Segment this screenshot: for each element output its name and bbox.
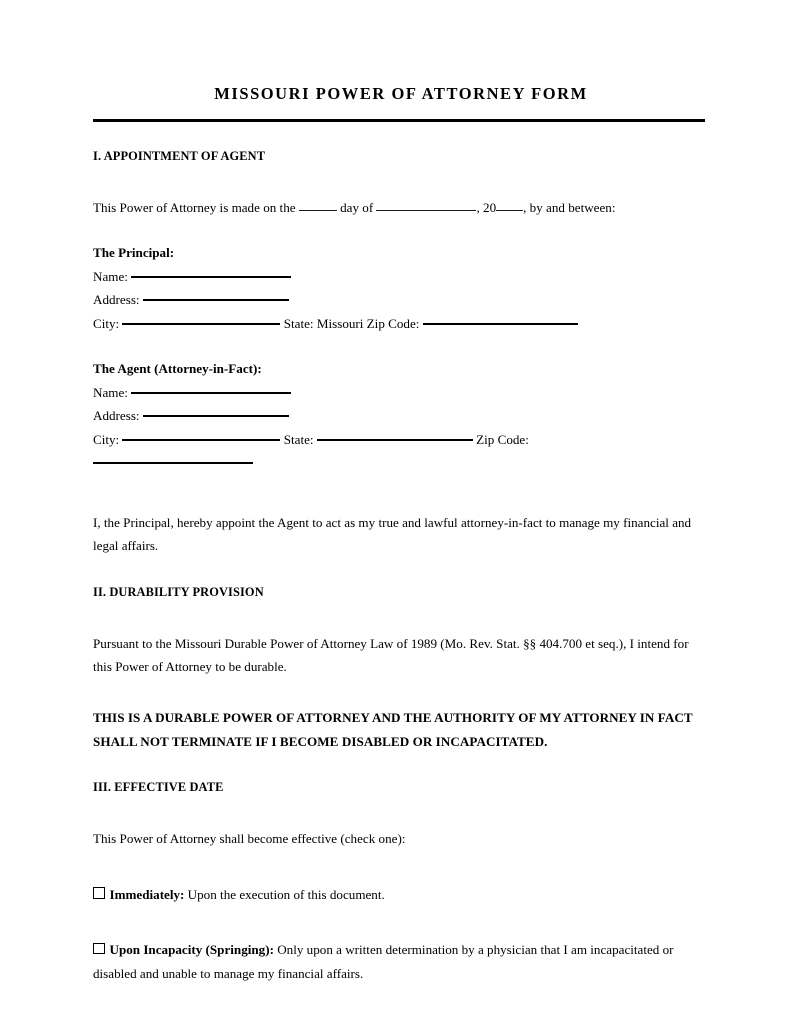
page-title: MISSOURI POWER OF ATTORNEY FORM bbox=[214, 84, 588, 103]
principal-state-zip-label: State: Missouri Zip Code: bbox=[283, 315, 423, 331]
section-heading-effective-date: III. EFFECTIVE DATE bbox=[93, 780, 224, 795]
principal-name-input[interactable] bbox=[131, 276, 291, 278]
intro-text-part1: This Power of Attorney is made on the bbox=[93, 199, 299, 215]
agent-state-input[interactable] bbox=[317, 439, 473, 441]
appointment-paragraph: I, the Principal, hereby appoint the Agent to act as my true and lawful attorney-in-fact to manage my financial and legal affairs. bbox=[93, 514, 692, 554]
agent-zip-input[interactable] bbox=[93, 462, 253, 464]
agent-address-input[interactable] bbox=[143, 415, 289, 417]
agent-heading: The Agent (Attorney-in-Fact): bbox=[93, 361, 262, 377]
appointment-intro-sentence bbox=[93, 196, 707, 220]
durability-paragraph: Pursuant to the Missouri Durable Power of Attorney Law of 1989 (Mo. Rev. Stat. §§ 404.700 et seq.), I intend for this Power of Attorney to be durable. bbox=[93, 635, 689, 675]
month-blank[interactable] bbox=[376, 210, 476, 211]
checkbox-immediately-icon[interactable] bbox=[93, 887, 105, 899]
principal-city-state-zip-row bbox=[93, 312, 707, 336]
agent-name-label: Name: bbox=[93, 384, 132, 400]
day-blank[interactable] bbox=[299, 210, 337, 211]
principal-heading-row bbox=[93, 241, 707, 265]
option-immediately-label: Immediately: bbox=[109, 886, 185, 902]
option-immediately-description: Upon the execution of this document. bbox=[184, 886, 385, 902]
agent-city-input[interactable] bbox=[122, 439, 280, 441]
principal-address-row bbox=[93, 288, 707, 312]
year-blank[interactable] bbox=[496, 210, 523, 211]
agent-heading-row bbox=[93, 357, 707, 381]
section-heading-durability: II. DURABILITY PROVISION bbox=[93, 584, 264, 599]
section-heading-appointment: I. APPOINTMENT OF AGENT bbox=[93, 148, 266, 163]
checkbox-springing-icon[interactable] bbox=[93, 943, 105, 955]
agent-city-label: City: bbox=[93, 431, 123, 447]
principal-name-row bbox=[93, 265, 707, 289]
agent-address-label: Address: bbox=[93, 408, 143, 424]
principal-name-label: Name: bbox=[93, 268, 132, 284]
effective-option-springing[interactable] bbox=[93, 938, 707, 985]
agent-address-row bbox=[93, 404, 707, 428]
agent-city-state-zip-row bbox=[93, 428, 707, 452]
principal-heading: The Principal: bbox=[93, 245, 175, 261]
principal-address-label: Address: bbox=[93, 292, 143, 308]
intro-text-part2: day of bbox=[336, 199, 377, 215]
intro-text-part4: , by and between: bbox=[523, 199, 616, 215]
principal-zip-input[interactable] bbox=[423, 323, 578, 325]
agent-zip-wrap-row bbox=[93, 451, 707, 475]
agent-name-input[interactable] bbox=[131, 392, 291, 394]
document-content bbox=[93, 84, 707, 985]
principal-address-input[interactable] bbox=[143, 299, 289, 301]
agent-zip-label: Zip Code: bbox=[476, 431, 529, 447]
agent-name-row bbox=[93, 381, 707, 405]
agent-state-label: State: bbox=[283, 431, 317, 447]
effective-date-instruction: This Power of Attorney shall become effective (check one): bbox=[93, 831, 406, 847]
principal-city-label: City: bbox=[93, 315, 123, 331]
principal-city-input[interactable] bbox=[122, 323, 280, 325]
option-springing-description: Only upon a written determination by a physician that I am incapacitated or disabled and unable to manage my financial affairs. bbox=[93, 942, 674, 981]
option-springing-label: Upon Incapacity (Springing): bbox=[109, 942, 274, 958]
intro-text-part3: , 20 bbox=[476, 199, 497, 215]
effective-option-immediately[interactable] bbox=[93, 883, 707, 907]
durability-notice: THIS IS A DURABLE POWER OF ATTORNEY AND THE AUTHORITY OF MY ATTORNEY IN FACT SHALL NOT TERMINATE IF I BECOME DISABLED OR INCAPACITATED. bbox=[93, 710, 693, 749]
